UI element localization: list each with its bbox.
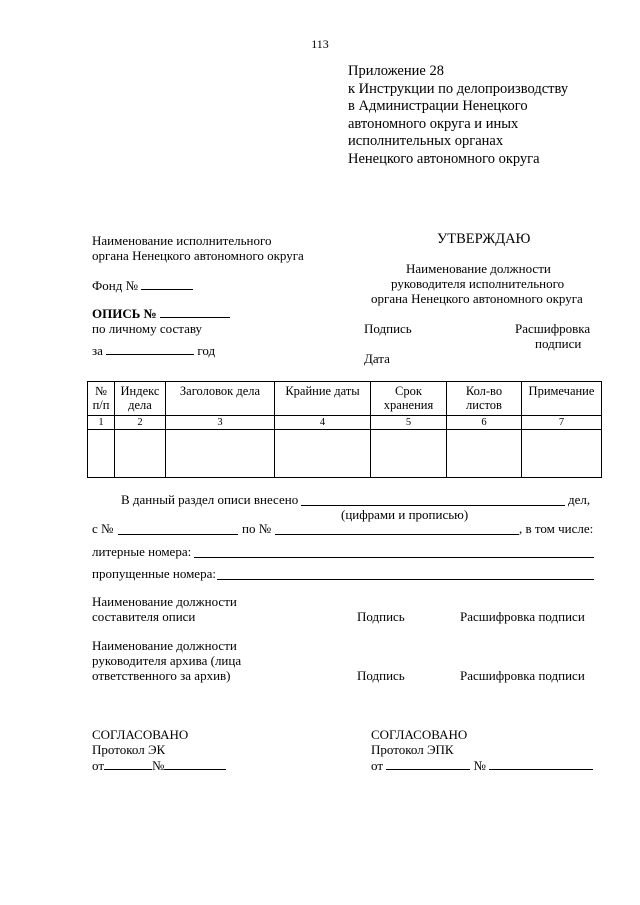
protocol-epk-date-blank[interactable] bbox=[386, 758, 470, 770]
table-cell[interactable] bbox=[522, 430, 602, 478]
column-number-row bbox=[88, 416, 602, 430]
from-label: от bbox=[92, 758, 105, 773]
column-number: 1 bbox=[88, 416, 115, 430]
fund-number-blank[interactable] bbox=[141, 278, 193, 290]
position-line1: Наименование должности bbox=[406, 261, 551, 276]
approve-date-label: Дата bbox=[364, 351, 390, 366]
fund-label: Фонд № bbox=[92, 278, 138, 293]
approve-title: УТВЕРЖДАЮ bbox=[437, 231, 531, 247]
page-number: 113 bbox=[311, 37, 329, 51]
approval-right-from-field[interactable] bbox=[371, 758, 593, 774]
table-cell[interactable] bbox=[166, 430, 275, 478]
inventory-table bbox=[87, 381, 602, 478]
column-number: 3 bbox=[166, 416, 275, 430]
column-number: 2 bbox=[115, 416, 166, 430]
protocol-ek-number-blank[interactable] bbox=[164, 758, 226, 770]
org-name-line1: Наименование исполнительного bbox=[92, 233, 272, 248]
appendix-line: Приложение 28 bbox=[348, 63, 444, 79]
personnel-label: по личному составу bbox=[92, 321, 203, 336]
inventory-title-label: ОПИСЬ № bbox=[92, 306, 157, 321]
year-label: год bbox=[197, 343, 216, 358]
appendix-line: к Инструкции по делопроизводству bbox=[348, 80, 569, 97]
approval-left-from-field[interactable] bbox=[92, 758, 226, 774]
entered-count-blank[interactable] bbox=[301, 494, 565, 506]
appendix-block bbox=[348, 63, 568, 168]
table-cell[interactable] bbox=[371, 430, 447, 478]
compiler-position-line2: составителя описи bbox=[92, 609, 196, 624]
org-name-line2: органа Ненецкого автономного округа bbox=[92, 248, 304, 263]
approve-signature-label: Подпись bbox=[364, 321, 412, 336]
archive-signature-label: Подпись bbox=[357, 668, 405, 683]
including-label: , в том числе: bbox=[519, 521, 594, 536]
column-number: 4 bbox=[275, 416, 371, 430]
appendix-line: Ненецкого автономного округа bbox=[348, 150, 540, 167]
protocol-epk-number-blank[interactable] bbox=[489, 758, 593, 770]
hint-text: (цифрами и прописью) bbox=[341, 507, 469, 522]
archive-decode-label: Расшифровка подписи bbox=[460, 668, 585, 683]
column-number: 5 bbox=[371, 416, 447, 430]
compiler-signature-label: Подпись bbox=[357, 609, 405, 624]
approval-left-title: СОГЛАСОВАНО bbox=[92, 727, 189, 742]
position-line3: органа Ненецкого автономного округа bbox=[371, 291, 583, 306]
position-line2: руководителя исполнительного bbox=[391, 276, 565, 291]
for-label: за bbox=[92, 343, 103, 358]
inventory-number-blank[interactable] bbox=[160, 306, 230, 318]
col-header-sheets: Кол-во листов bbox=[447, 382, 522, 416]
approval-right-protocol: Протокол ЭПК bbox=[371, 742, 454, 757]
col-header-index: Индекс дела bbox=[115, 382, 166, 416]
approval-right-title: СОГЛАСОВАНО bbox=[371, 727, 468, 742]
letter-numbers-blank[interactable] bbox=[194, 546, 594, 558]
archive-position-line1: Наименование должности bbox=[92, 638, 237, 653]
from-number-label: с № bbox=[92, 521, 114, 536]
archive-position-line2: руководителя архива (лица bbox=[92, 653, 242, 668]
to-number-blank[interactable] bbox=[275, 523, 519, 535]
from-label: от bbox=[371, 758, 384, 773]
table-cell[interactable] bbox=[447, 430, 522, 478]
table-row bbox=[88, 430, 602, 478]
appendix-line: автономного округа и иных bbox=[348, 115, 519, 132]
protocol-ek-date-blank[interactable] bbox=[104, 758, 152, 770]
column-number: 6 bbox=[447, 416, 522, 430]
fund-number-field[interactable] bbox=[92, 278, 193, 294]
col-header-storage: Срок хранения bbox=[371, 382, 447, 416]
table-cell[interactable] bbox=[115, 430, 166, 478]
table-header-row bbox=[88, 382, 602, 416]
col-header-notes: Примечание bbox=[522, 382, 602, 416]
year-field[interactable] bbox=[92, 343, 215, 359]
col-header-title: Заголовок дела bbox=[166, 382, 275, 416]
column-number: 7 bbox=[522, 416, 602, 430]
col-header-number: № п/п bbox=[88, 382, 115, 416]
number-sign: № bbox=[473, 758, 486, 773]
table-cell[interactable] bbox=[88, 430, 115, 478]
entered-label: В данный раздел описи внесено bbox=[121, 492, 299, 507]
approval-left-protocol: Протокол ЭК bbox=[92, 742, 166, 757]
year-blank[interactable] bbox=[106, 343, 194, 355]
number-sign: № bbox=[152, 758, 165, 773]
approve-decode-line2: подписи bbox=[535, 336, 582, 351]
compiler-decode-label: Расшифровка подписи bbox=[460, 609, 585, 624]
from-number-blank[interactable] bbox=[118, 523, 238, 535]
missed-numbers-blank[interactable] bbox=[217, 568, 594, 580]
approve-decode-line1: Расшифровка bbox=[515, 321, 591, 336]
appendix-line: в Администрации Ненецкого bbox=[348, 98, 528, 114]
appendix-line: исполнительных органах bbox=[348, 133, 504, 149]
compiler-position-line1: Наименование должности bbox=[92, 594, 237, 609]
inventory-title bbox=[92, 306, 230, 322]
to-number-label: по № bbox=[242, 521, 272, 536]
table-cell[interactable] bbox=[275, 430, 371, 478]
cases-label: дел, bbox=[568, 492, 591, 507]
col-header-dates: Крайние даты bbox=[275, 382, 371, 416]
missed-numbers-label: пропущенные номера: bbox=[92, 566, 216, 581]
letter-numbers-label: литерные номера: bbox=[92, 544, 192, 559]
archive-position-line3: ответственного за архив) bbox=[92, 668, 231, 683]
